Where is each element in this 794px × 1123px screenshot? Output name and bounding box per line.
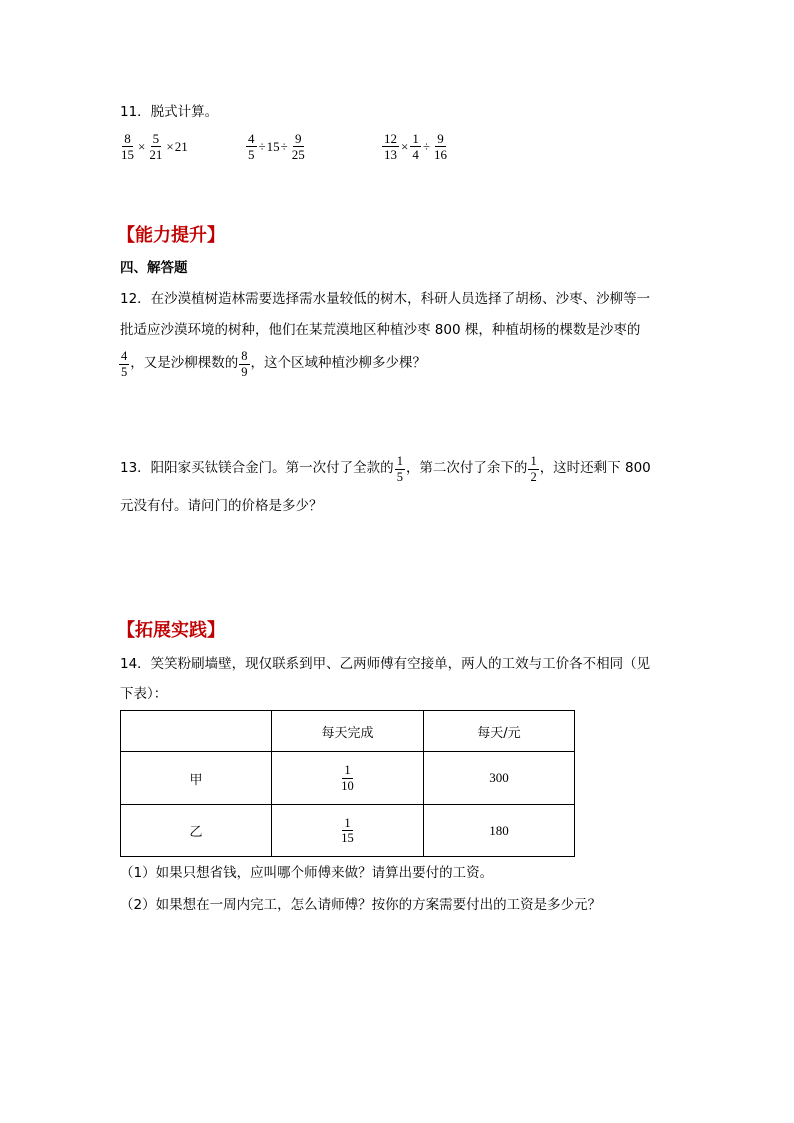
fraction: $\frac{4}{5}$ [248,131,255,162]
q13-line-1 [120,455,651,483]
fraction: $\frac{5}{21}$ [149,131,163,162]
fraction: $\frac{12}{13}$ [384,131,397,162]
fraction: $\frac{8}{9}$ [241,349,248,379]
fraction: $\frac{1}{5}$ [396,454,403,484]
q11-expression-1 [118,132,188,161]
daily-progress [272,752,424,805]
fraction: $\frac{1}{2}$ [530,454,537,484]
fraction: $\frac{1}{4}$ [412,131,419,162]
q14-line-1: 14．笑笑粉刷墙壁，现仅联系到甲、乙两师傅有空接单，两人的工效与工价各不相同（见 [120,656,651,672]
q13-text-mid: ，第二次付了余下的 [405,460,528,477]
table-header-row [121,711,575,752]
table-header-cell [121,711,272,752]
fraction: $\frac{9}{25}$ [291,131,305,162]
daily-price: 180 [424,805,575,857]
worker-name: 乙 [121,805,272,857]
q14-sub-question-1: （1）如果只想省钱，应叫哪个师傅来做？请算出要付的工资。 [120,865,494,881]
table-header-cell: 每天/元 [424,711,575,752]
operator: ÷ [258,138,266,154]
q12-line-1: 12．在沙漠植树造林需要选择需水量较低的树木，科研人员选择了胡杨、沙枣、沙柳等一 [120,291,651,307]
operator: ÷ [422,138,430,154]
fraction: $\frac{1}{10}$ [341,763,354,793]
q12-line-2: 批适应沙漠环境的树种，他们在某荒漠地区种植沙枣 800 棵，种植胡杨的棵数是沙枣的 [120,322,641,338]
section-heading-four: 四、解答题 [120,260,188,276]
q13-text-end: ，这时还剩下 800 [539,460,651,477]
fraction: $\frac{1}{15}$ [341,815,354,845]
section-heading-practice: 【拓展实践】 [117,620,225,641]
table-row [121,752,575,805]
q12-text-end: ，这个区域种植沙柳多少棵？ [250,355,426,372]
fraction: $\frac{4}{5}$ [121,349,128,379]
section-heading-ability: 【能力提升】 [117,225,225,246]
q13-line-2: 元没有付。请问门的价格是多少？ [120,498,323,514]
q12-text-mid: ，又是沙柳棵数的 [130,355,239,372]
number: 15 [266,138,280,154]
q11-title: 11．脱式计算。 [120,104,219,120]
q14-sub-question-2: （2）如果想在一周内完工，怎么请师傅？按你的方案需要付出的工资是多少元？ [120,897,602,913]
q11-expression-2 [245,132,308,161]
daily-price: 300 [424,752,575,805]
table-row [121,805,575,857]
fraction: $\frac{8}{15}$ [121,131,134,162]
q13-text-start: 13．阳阳家买钛镁合金门。第一次付了全款的 [120,460,394,477]
fraction: $\frac{9}{16}$ [433,131,447,162]
worker-name: 甲 [121,752,272,805]
number: 21 [174,138,188,154]
operator: × [166,138,174,154]
operator: ÷ [280,138,288,154]
wage-table [120,710,575,857]
operator: × [138,138,146,154]
daily-progress [272,805,424,857]
q12-line-3 [118,350,426,378]
table-header-cell: 每天完成 [272,711,424,752]
q14-line-2: 下表）： [120,686,168,702]
operator: × [401,138,409,154]
q11-expression-3 [381,132,450,161]
